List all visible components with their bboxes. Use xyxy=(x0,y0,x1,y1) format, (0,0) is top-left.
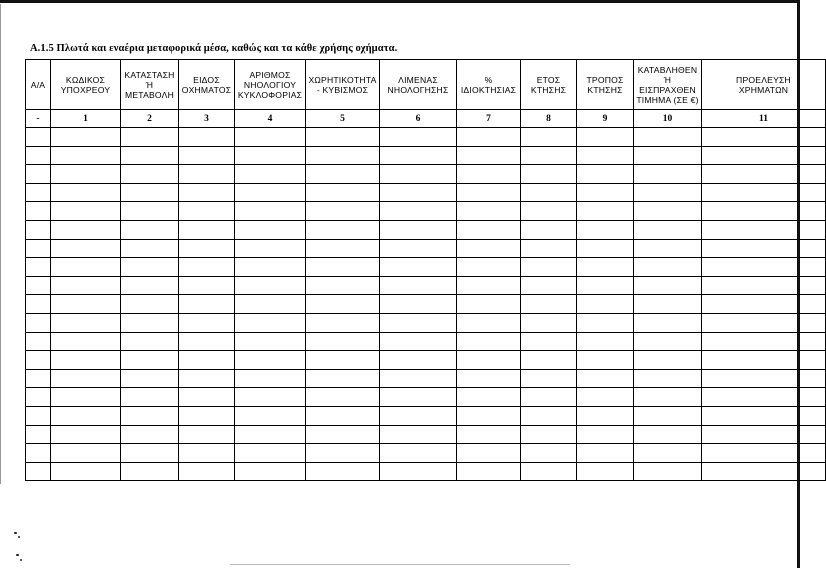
table-cell[interactable] xyxy=(26,146,51,165)
table-cell[interactable] xyxy=(521,444,577,463)
column-header: ΠΡΟΕΛΕΥΣΗ ΧΡΗΜΑΤΩΝ xyxy=(702,60,826,110)
table-cell[interactable] xyxy=(51,220,121,239)
table-cell[interactable] xyxy=(457,276,521,295)
table-cell[interactable] xyxy=(577,220,634,239)
table-cell[interactable] xyxy=(235,388,306,407)
table-cell[interactable] xyxy=(121,202,179,221)
table-cell[interactable] xyxy=(51,351,121,370)
table-cell[interactable] xyxy=(634,332,702,351)
table-cell[interactable] xyxy=(235,444,306,463)
table-cell[interactable] xyxy=(577,425,634,444)
table-cell[interactable] xyxy=(577,351,634,370)
table-cell[interactable] xyxy=(235,462,306,481)
table-cell[interactable] xyxy=(634,462,702,481)
table-cell[interactable] xyxy=(235,295,306,314)
column-header: ΕΙΔΟΣ ΟΧΗΜΑΤΟΣ xyxy=(179,60,235,110)
table-cell[interactable] xyxy=(51,202,121,221)
scan-speck xyxy=(20,559,22,561)
table-cell[interactable] xyxy=(577,332,634,351)
table-cell[interactable] xyxy=(235,220,306,239)
table-cell[interactable] xyxy=(380,425,457,444)
table-row xyxy=(26,462,826,481)
table-cell[interactable] xyxy=(51,388,121,407)
table-cell[interactable] xyxy=(577,406,634,425)
table-cell[interactable] xyxy=(457,406,521,425)
table-cell[interactable] xyxy=(51,369,121,388)
table-cell[interactable] xyxy=(521,406,577,425)
column-header: ΚΑΤΑΒΛΗΘΕΝ Ή ΕΙΣΠΡΑΧΘΕΝ ΤΙΜΗΜΑ (ΣΕ €) xyxy=(634,60,702,110)
table-cell[interactable] xyxy=(51,128,121,147)
table-cell[interactable] xyxy=(121,462,179,481)
table-cell[interactable] xyxy=(702,313,826,332)
table-cell[interactable] xyxy=(51,406,121,425)
table-row xyxy=(26,444,826,463)
table-cell[interactable] xyxy=(702,258,826,277)
table-cell[interactable] xyxy=(51,239,121,258)
table-cell[interactable] xyxy=(380,332,457,351)
table-cell[interactable] xyxy=(179,351,235,370)
table-row xyxy=(26,146,826,165)
table-row xyxy=(26,295,826,314)
column-number-row xyxy=(26,110,826,128)
table-cell[interactable] xyxy=(306,165,380,184)
table-cell[interactable] xyxy=(179,220,235,239)
table-cell[interactable] xyxy=(26,220,51,239)
table-cell[interactable] xyxy=(179,388,235,407)
table-cell[interactable] xyxy=(457,388,521,407)
column-number: 2 xyxy=(121,110,179,128)
table-cell[interactable] xyxy=(306,369,380,388)
table-cell[interactable] xyxy=(26,276,51,295)
table-cell[interactable] xyxy=(179,276,235,295)
table-cell[interactable] xyxy=(179,462,235,481)
column-number: 5 xyxy=(306,110,380,128)
table-cell[interactable] xyxy=(521,462,577,481)
table-cell[interactable] xyxy=(521,351,577,370)
column-header: ΑΡΙΘΜΟΣ ΝΗΟΛΟΓΙΟΥ ΚΥΚΛΟΦΟΡΙΑΣ xyxy=(235,60,306,110)
table-cell[interactable] xyxy=(179,295,235,314)
table-cell[interactable] xyxy=(26,388,51,407)
table-cell[interactable] xyxy=(121,276,179,295)
table-cell[interactable] xyxy=(634,444,702,463)
table-cell[interactable] xyxy=(306,406,380,425)
table-cell[interactable] xyxy=(235,165,306,184)
table-cell[interactable] xyxy=(380,165,457,184)
table-cell[interactable] xyxy=(26,444,51,463)
table-cell[interactable] xyxy=(634,165,702,184)
table-cell[interactable] xyxy=(702,388,826,407)
table-cell[interactable] xyxy=(306,146,380,165)
table-cell[interactable] xyxy=(380,146,457,165)
table-row xyxy=(26,276,826,295)
table-cell[interactable] xyxy=(121,406,179,425)
table-cell[interactable] xyxy=(521,128,577,147)
table-cell[interactable] xyxy=(51,183,121,202)
table-cell[interactable] xyxy=(306,183,380,202)
table-cell[interactable] xyxy=(179,183,235,202)
table-cell[interactable] xyxy=(306,444,380,463)
table-cell[interactable] xyxy=(380,258,457,277)
table-cell[interactable] xyxy=(306,202,380,221)
table-cell[interactable] xyxy=(702,332,826,351)
table-cell[interactable] xyxy=(634,146,702,165)
column-number: 3 xyxy=(179,110,235,128)
table-cell[interactable] xyxy=(121,220,179,239)
column-header: Α/Α xyxy=(26,60,51,110)
table-cell[interactable] xyxy=(306,425,380,444)
table-cell[interactable] xyxy=(577,258,634,277)
table-cell[interactable] xyxy=(51,313,121,332)
table-cell[interactable] xyxy=(521,165,577,184)
header-row xyxy=(26,60,826,110)
scan-edge-top xyxy=(0,0,800,3)
table-cell[interactable] xyxy=(121,388,179,407)
table-cell[interactable] xyxy=(51,425,121,444)
table-cell[interactable] xyxy=(306,332,380,351)
column-number: 6 xyxy=(380,110,457,128)
table-cell[interactable] xyxy=(26,406,51,425)
table-cell[interactable] xyxy=(235,258,306,277)
table-cell[interactable] xyxy=(577,165,634,184)
table-cell[interactable] xyxy=(121,425,179,444)
table-cell[interactable] xyxy=(306,220,380,239)
table-cell[interactable] xyxy=(179,406,235,425)
table-cell[interactable] xyxy=(577,369,634,388)
table-cell[interactable] xyxy=(457,258,521,277)
table-cell[interactable] xyxy=(380,202,457,221)
table-cell[interactable] xyxy=(26,258,51,277)
table-cell[interactable] xyxy=(457,183,521,202)
column-number: 9 xyxy=(577,110,634,128)
table-cell[interactable] xyxy=(457,351,521,370)
table-cell[interactable] xyxy=(306,388,380,407)
column-header: % ΙΔΙΟΚΤΗΣΙΑΣ xyxy=(457,60,521,110)
table-cell[interactable] xyxy=(235,183,306,202)
column-number: - xyxy=(26,110,51,128)
table-row xyxy=(26,183,826,202)
table-cell[interactable] xyxy=(457,239,521,258)
table-cell[interactable] xyxy=(380,183,457,202)
table-row xyxy=(26,258,826,277)
table-cell[interactable] xyxy=(457,462,521,481)
column-number: 8 xyxy=(521,110,577,128)
table-row xyxy=(26,425,826,444)
table-cell[interactable] xyxy=(457,332,521,351)
table-cell[interactable] xyxy=(521,295,577,314)
table-cell[interactable] xyxy=(121,239,179,258)
table-cell[interactable] xyxy=(26,462,51,481)
table-cell[interactable] xyxy=(235,276,306,295)
table-cell[interactable] xyxy=(702,220,826,239)
table-cell[interactable] xyxy=(306,239,380,258)
form-table-container xyxy=(25,59,791,496)
table-cell[interactable] xyxy=(577,388,634,407)
table-cell[interactable] xyxy=(457,220,521,239)
table-cell[interactable] xyxy=(26,202,51,221)
table-cell[interactable] xyxy=(521,220,577,239)
table-cell[interactable] xyxy=(634,295,702,314)
column-header: ΤΡΟΠΟΣ ΚΤΗΣΗΣ xyxy=(577,60,634,110)
column-header: ΛΙΜΕΝΑΣ ΝΗΟΛΟΓΗΣΗΣ xyxy=(380,60,457,110)
table-cell[interactable] xyxy=(306,351,380,370)
scan-speck xyxy=(18,536,20,538)
table-cell[interactable] xyxy=(380,128,457,147)
table-cell[interactable] xyxy=(521,146,577,165)
table-cell[interactable] xyxy=(577,462,634,481)
table-cell[interactable] xyxy=(634,406,702,425)
scan-edge-left xyxy=(0,4,1,484)
table-cell[interactable] xyxy=(51,258,121,277)
scan-speck xyxy=(14,532,17,534)
scan-edge-bottom xyxy=(230,564,570,565)
table-cell[interactable] xyxy=(380,462,457,481)
table-cell[interactable] xyxy=(521,239,577,258)
table-cell[interactable] xyxy=(702,183,826,202)
table-cell[interactable] xyxy=(702,406,826,425)
table-cell[interactable] xyxy=(121,165,179,184)
table-cell[interactable] xyxy=(702,444,826,463)
table-cell[interactable] xyxy=(179,146,235,165)
section-title: Α.1.5 Πλωτά και εναέρια μεταφορικά μέσα, καθώς και τα κάθε χρήσης οχήματα. xyxy=(30,43,398,54)
table-row xyxy=(26,239,826,258)
table-cell[interactable] xyxy=(457,425,521,444)
column-header: ΧΩΡΗΤΙΚΟΤΗΤΑ - ΚΥΒΙΣΜΟΣ xyxy=(306,60,380,110)
table-cell[interactable] xyxy=(577,183,634,202)
table-cell[interactable] xyxy=(121,351,179,370)
table-cell[interactable] xyxy=(380,276,457,295)
table-cell[interactable] xyxy=(51,295,121,314)
column-header: ΕΤΟΣ ΚΤΗΣΗΣ xyxy=(521,60,577,110)
table-row xyxy=(26,369,826,388)
column-header: ΚΩΔΙΚΟΣ ΥΠΟΧΡΕΟΥ xyxy=(51,60,121,110)
table-cell[interactable] xyxy=(235,128,306,147)
table-cell[interactable] xyxy=(51,165,121,184)
table-cell[interactable] xyxy=(26,183,51,202)
table-cell[interactable] xyxy=(235,146,306,165)
table-cell[interactable] xyxy=(634,369,702,388)
table-cell[interactable] xyxy=(179,425,235,444)
table-row xyxy=(26,332,826,351)
table-cell[interactable] xyxy=(235,313,306,332)
table-row xyxy=(26,351,826,370)
table-cell[interactable] xyxy=(51,444,121,463)
table-cell[interactable] xyxy=(179,165,235,184)
table-row xyxy=(26,165,826,184)
table-cell[interactable] xyxy=(521,369,577,388)
table-cell[interactable] xyxy=(26,332,51,351)
table-cell[interactable] xyxy=(521,313,577,332)
table-cell[interactable] xyxy=(179,239,235,258)
table-cell[interactable] xyxy=(26,165,51,184)
table-cell[interactable] xyxy=(121,146,179,165)
table-cell[interactable] xyxy=(380,444,457,463)
table-cell[interactable] xyxy=(577,444,634,463)
table-cell[interactable] xyxy=(634,388,702,407)
table-cell[interactable] xyxy=(577,295,634,314)
table-cell[interactable] xyxy=(235,239,306,258)
table-row xyxy=(26,220,826,239)
table-cell[interactable] xyxy=(26,295,51,314)
table-cell[interactable] xyxy=(26,313,51,332)
table-cell[interactable] xyxy=(179,258,235,277)
table-cell[interactable] xyxy=(26,128,51,147)
table-cell[interactable] xyxy=(306,128,380,147)
table-cell[interactable] xyxy=(521,332,577,351)
table-cell[interactable] xyxy=(121,183,179,202)
table-cell[interactable] xyxy=(577,276,634,295)
table-cell[interactable] xyxy=(26,351,51,370)
table-cell[interactable] xyxy=(702,295,826,314)
table-cell[interactable] xyxy=(702,239,826,258)
table-cell[interactable] xyxy=(121,258,179,277)
column-number: 1 xyxy=(51,110,121,128)
table-cell[interactable] xyxy=(457,295,521,314)
table-cell[interactable] xyxy=(702,128,826,147)
table-cell[interactable] xyxy=(634,258,702,277)
column-number: 7 xyxy=(457,110,521,128)
table-cell[interactable] xyxy=(702,425,826,444)
table-cell[interactable] xyxy=(521,202,577,221)
table-cell[interactable] xyxy=(179,128,235,147)
table-row xyxy=(26,313,826,332)
table-cell[interactable] xyxy=(634,313,702,332)
table-cell[interactable] xyxy=(577,128,634,147)
column-number: 4 xyxy=(235,110,306,128)
table-cell[interactable] xyxy=(306,462,380,481)
vehicles-table xyxy=(25,59,826,481)
table-cell[interactable] xyxy=(26,239,51,258)
table-cell[interactable] xyxy=(634,239,702,258)
table-cell[interactable] xyxy=(634,425,702,444)
table-cell[interactable] xyxy=(577,313,634,332)
table-cell[interactable] xyxy=(457,313,521,332)
table-cell[interactable] xyxy=(380,313,457,332)
table-cell[interactable] xyxy=(457,165,521,184)
table-cell[interactable] xyxy=(634,276,702,295)
table-cell[interactable] xyxy=(235,369,306,388)
table-cell[interactable] xyxy=(702,351,826,370)
table-cell[interactable] xyxy=(179,332,235,351)
table-cell[interactable] xyxy=(26,369,51,388)
table-cell[interactable] xyxy=(306,295,380,314)
column-number: 10 xyxy=(634,110,702,128)
table-cell[interactable] xyxy=(634,351,702,370)
table-cell[interactable] xyxy=(521,258,577,277)
table-cell[interactable] xyxy=(457,202,521,221)
table-cell[interactable] xyxy=(179,313,235,332)
table-cell[interactable] xyxy=(457,146,521,165)
table-cell[interactable] xyxy=(577,146,634,165)
table-cell[interactable] xyxy=(577,202,634,221)
table-cell[interactable] xyxy=(634,128,702,147)
table-cell[interactable] xyxy=(121,369,179,388)
table-cell[interactable] xyxy=(121,444,179,463)
table-cell[interactable] xyxy=(235,406,306,425)
table-cell[interactable] xyxy=(179,369,235,388)
table-cell[interactable] xyxy=(306,313,380,332)
table-cell[interactable] xyxy=(380,369,457,388)
table-cell[interactable] xyxy=(380,351,457,370)
table-cell[interactable] xyxy=(521,183,577,202)
table-row xyxy=(26,388,826,407)
table-cell[interactable] xyxy=(51,146,121,165)
table-row xyxy=(26,128,826,147)
table-cell[interactable] xyxy=(380,388,457,407)
table-cell[interactable] xyxy=(380,239,457,258)
table-cell[interactable] xyxy=(306,258,380,277)
table-cell[interactable] xyxy=(521,388,577,407)
table-cell[interactable] xyxy=(577,239,634,258)
table-cell[interactable] xyxy=(179,202,235,221)
table-cell[interactable] xyxy=(235,351,306,370)
table-cell[interactable] xyxy=(634,183,702,202)
table-cell[interactable] xyxy=(702,165,826,184)
table-cell[interactable] xyxy=(380,406,457,425)
table-cell[interactable] xyxy=(702,276,826,295)
table-row xyxy=(26,406,826,425)
table-cell[interactable] xyxy=(702,202,826,221)
column-header: ΚΑΤΑΣΤΑΣΗ Ή ΜΕΤΑΒΟΛΗ xyxy=(121,60,179,110)
table-cell[interactable] xyxy=(521,425,577,444)
table-cell[interactable] xyxy=(457,128,521,147)
table-cell[interactable] xyxy=(702,462,826,481)
scan-speck xyxy=(16,554,19,556)
table-cell[interactable] xyxy=(121,295,179,314)
table-cell[interactable] xyxy=(457,369,521,388)
column-number: 11 xyxy=(702,110,826,128)
table-cell[interactable] xyxy=(521,276,577,295)
table-cell[interactable] xyxy=(235,332,306,351)
table-cell[interactable] xyxy=(702,369,826,388)
table-cell[interactable] xyxy=(306,276,380,295)
table-cell[interactable] xyxy=(702,146,826,165)
table-cell[interactable] xyxy=(51,462,121,481)
table-cell[interactable] xyxy=(634,202,702,221)
table-cell[interactable] xyxy=(26,425,51,444)
table-cell[interactable] xyxy=(380,295,457,314)
table-cell[interactable] xyxy=(179,444,235,463)
table-cell[interactable] xyxy=(121,128,179,147)
table-cell[interactable] xyxy=(634,220,702,239)
table-cell[interactable] xyxy=(51,276,121,295)
table-cell[interactable] xyxy=(457,444,521,463)
table-cell[interactable] xyxy=(121,313,179,332)
table-row xyxy=(26,202,826,221)
table-cell[interactable] xyxy=(235,425,306,444)
table-cell[interactable] xyxy=(235,202,306,221)
table-cell[interactable] xyxy=(51,332,121,351)
table-cell[interactable] xyxy=(380,220,457,239)
table-cell[interactable] xyxy=(121,332,179,351)
